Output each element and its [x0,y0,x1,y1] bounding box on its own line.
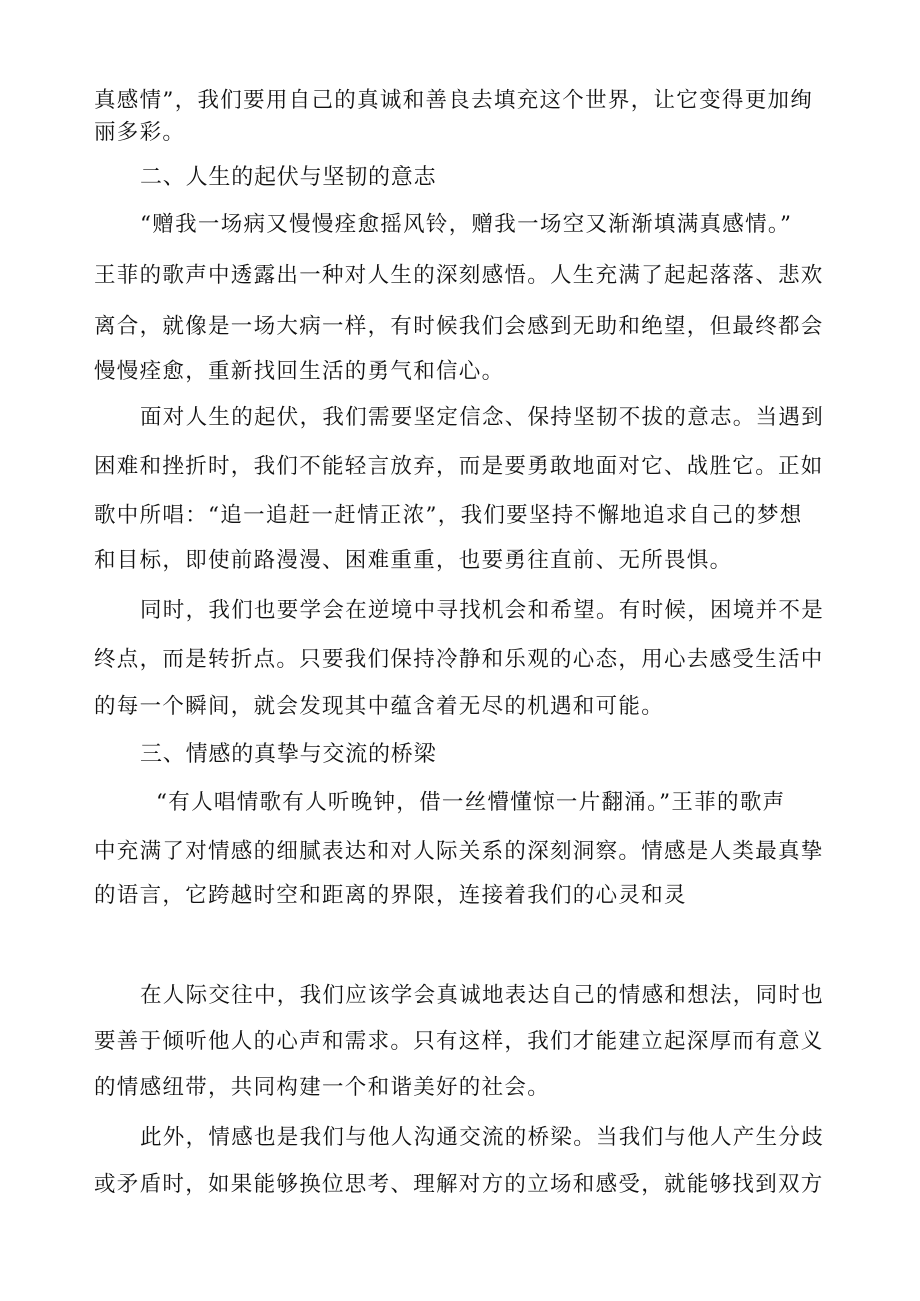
section-2-p2-line-4: 和目标，即使前路漫漫、困难重重，也要勇往直前、无所畏惧。 [94,548,733,573]
section-2-p2-line-3: 歌中所唱：“追一追赶一赶情正浓”，我们要坚持不懈地追求自己的梦想 [94,503,803,528]
section-2-p1-line-1: “赠我一场病又慢慢痊愈摇风铃，赠我一场空又渐渐填满真感情。” [140,212,793,237]
section-2-p2-line-1: 面对人生的起伏，我们需要坚定信念、保持坚韧不拔的意志。当遇到 [140,405,825,430]
section-2-p1-line-4: 慢慢痊愈，重新找回生活的勇气和信心。 [94,359,505,384]
section-2-heading: 二、人生的起伏与坚韧的意志 [140,165,437,190]
section-3-p2-line-2: 要善于倾听他人的心声和需求。只有这样，我们才能建立起深厚而有意义 [94,1029,824,1054]
section-3-p3-line-1: 此外，情感也是我们与他人沟通交流的桥梁。当我们与他人产生分歧 [140,1125,825,1150]
intro-line-1: 真感情”，我们要用自己的真诚和善良去填充这个世界，让它变得更加绚 [94,88,814,113]
section-3-p1-line-2: 中充满了对情感的细腻表达和对人际关系的深刻洞察。情感是人类最真挚 [94,839,824,864]
section-2-p3-line-1: 同时，我们也要学会在逆境中寻找机会和希望。有时候，困境并不是 [140,598,825,623]
section-2-p3-line-3: 的每一个瞬间，就会发现其中蕴含着无尽的机遇和可能。 [94,694,665,719]
section-3-p1-line-1: “有人唱情歌有人听晚钟，借一丝懵懂惊一片翻涌。”王菲的歌声 [156,790,786,815]
intro-line-2: 丽多彩。 [94,120,186,145]
section-2-p2-line-2: 困难和挫折时，我们不能轻言放弃，而是要勇敢地面对它、战胜它。正如 [94,454,824,479]
section-3-p2-line-3: 的情感纽带，共同构建一个和谐美好的社会。 [94,1075,551,1100]
section-2-p3-line-2: 终点，而是转折点。只要我们保持冷静和乐观的心态，用心去感受生活中 [94,647,824,672]
section-3-p1-line-3: 的语言，它跨越时空和距离的界限，连接着我们的心灵和灵 [94,883,687,908]
section-2-p1-line-2: 王菲的歌声中透露出一种对人生的深刻感悟。人生充满了起起落落、悲欢 [94,263,824,288]
section-3-p2-line-1: 在人际交往中，我们应该学会真诚地表达自己的情感和想法，同时也 [140,983,825,1008]
section-2-p1-line-3: 离合，就像是一场大病一样，有时候我们会感到无助和绝望，但最终都会 [94,314,824,339]
section-3-p3-line-2: 或矛盾时，如果能够换位思考、理解对方的立场和感受，就能够找到双方 [94,1172,824,1197]
section-3-heading: 三、情感的真挚与交流的桥梁 [140,742,437,767]
